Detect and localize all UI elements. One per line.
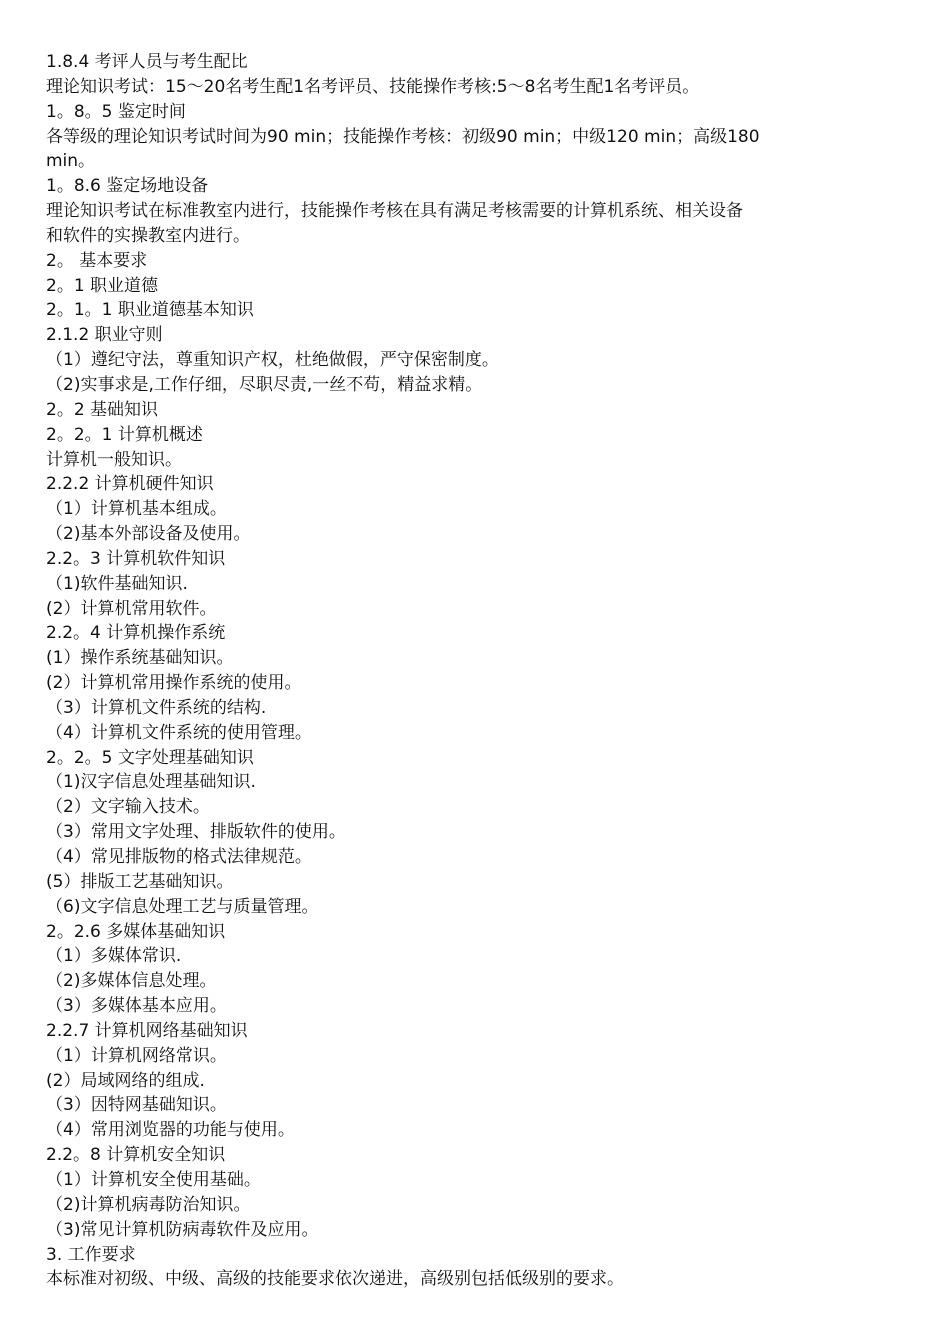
section-heading: 2。 基本要求 — [46, 250, 148, 271]
section-heading: 2。1 职业道德 — [46, 275, 159, 296]
paragraph-line: 理论知识考试：15～20名考生配1名考评员、技能操作考核:5～8名考生配1名考评员。 — [46, 76, 700, 97]
section-heading: 2.2.7 计算机网络基础知识 — [46, 1020, 248, 1041]
list-item: （2）文字输入技术。 — [46, 797, 210, 818]
list-item: （6)文字信息处理工艺与质量管理。 — [46, 896, 319, 917]
list-item: （2)实事求是,工作仔细，尽职尽责,一丝不苟，精益求精。 — [46, 374, 483, 395]
list-item: (5）排版工艺基础知识。 — [46, 871, 234, 892]
paragraph-line: min。 — [46, 151, 96, 172]
list-item: （3）多媒体基本应用。 — [46, 996, 227, 1017]
list-item: （2)基本外部设备及使用。 — [46, 524, 251, 545]
section-heading: 2.2。8 计算机安全知识 — [46, 1145, 226, 1166]
section-heading: 1.8.4 考评人员与考生配比 — [46, 52, 248, 72]
section-heading: 1。8。5 鉴定时间 — [46, 101, 186, 122]
document-page — [46, 50, 916, 1292]
section-heading: 2。1。1 职业道德基本知识 — [46, 300, 254, 321]
section-heading: 2。2 基础知识 — [46, 399, 159, 420]
paragraph-line: 理论知识考试在标准教室内进行，技能操作考核在具有满足考核需要的计算机系统、相关设备 — [46, 201, 743, 222]
paragraph-line: 本标准对初级、中级、高级的技能要求依次递进，高级别包括低级别的要求。 — [46, 1269, 624, 1290]
list-item: （3）常用文字处理、排版软件的使用。 — [46, 822, 346, 843]
section-heading: 2.2.2 计算机硬件知识 — [46, 474, 214, 495]
list-item: （4）计算机文件系统的使用管理。 — [46, 722, 312, 743]
list-item: （1）遵纪守法，尊重知识产权，杜绝做假，严守保密制度。 — [46, 350, 499, 371]
list-item: （3)常见计算机防病毒软件及应用。 — [46, 1219, 319, 1240]
list-item: （1）计算机安全使用基础。 — [46, 1169, 261, 1190]
section-heading: 2。2。5 文字处理基础知识 — [46, 747, 254, 768]
paragraph-line: 各等级的理论知识考试时间为90 min；技能操作考核：初级90 min；中级120 min；高级180 — [46, 126, 760, 147]
list-item: （4）常用浏览器的功能与使用。 — [46, 1120, 295, 1141]
list-item: （3）计算机文件系统的结构. — [46, 697, 267, 718]
list-item: （2)计算机病毒防治知识。 — [46, 1194, 251, 1215]
paragraph-line: 和软件的实操教室内进行。 — [46, 225, 250, 246]
list-item: (2）局域网络的组成. — [46, 1070, 205, 1091]
list-item: （1)汉字信息处理基础知识. — [46, 772, 256, 793]
section-heading: 1。8.6 鉴定场地设备 — [46, 176, 209, 197]
list-item: （3）因特网基础知识。 — [46, 1095, 227, 1116]
list-item: （1）计算机基本组成。 — [46, 499, 227, 520]
list-item: （4）常见排版物的格式法律规范。 — [46, 847, 312, 867]
list-item: （1)软件基础知识. — [46, 573, 188, 594]
list-item: （2)多媒体信息处理。 — [46, 971, 217, 992]
list-item: （1）计算机网络常识。 — [46, 1045, 227, 1066]
section-heading: 2.2。3 计算机软件知识 — [46, 548, 226, 569]
paragraph-line: 计算机一般知识。 — [46, 449, 182, 470]
section-heading: 2。2。1 计算机概述 — [46, 424, 203, 445]
section-heading: 2.1.2 职业守则 — [46, 325, 163, 346]
section-heading: 2。2.6 多媒体基础知识 — [46, 921, 226, 942]
list-item: (2）计算机常用操作系统的使用。 — [46, 673, 302, 694]
section-heading: 3. 工作要求 — [46, 1244, 136, 1265]
list-item: （1）多媒体常识. — [46, 946, 182, 967]
section-heading: 2.2。4 计算机操作系统 — [46, 623, 226, 644]
list-item: (1）操作系统基础知识。 — [46, 648, 234, 669]
list-item: (2）计算机常用软件。 — [46, 598, 217, 619]
